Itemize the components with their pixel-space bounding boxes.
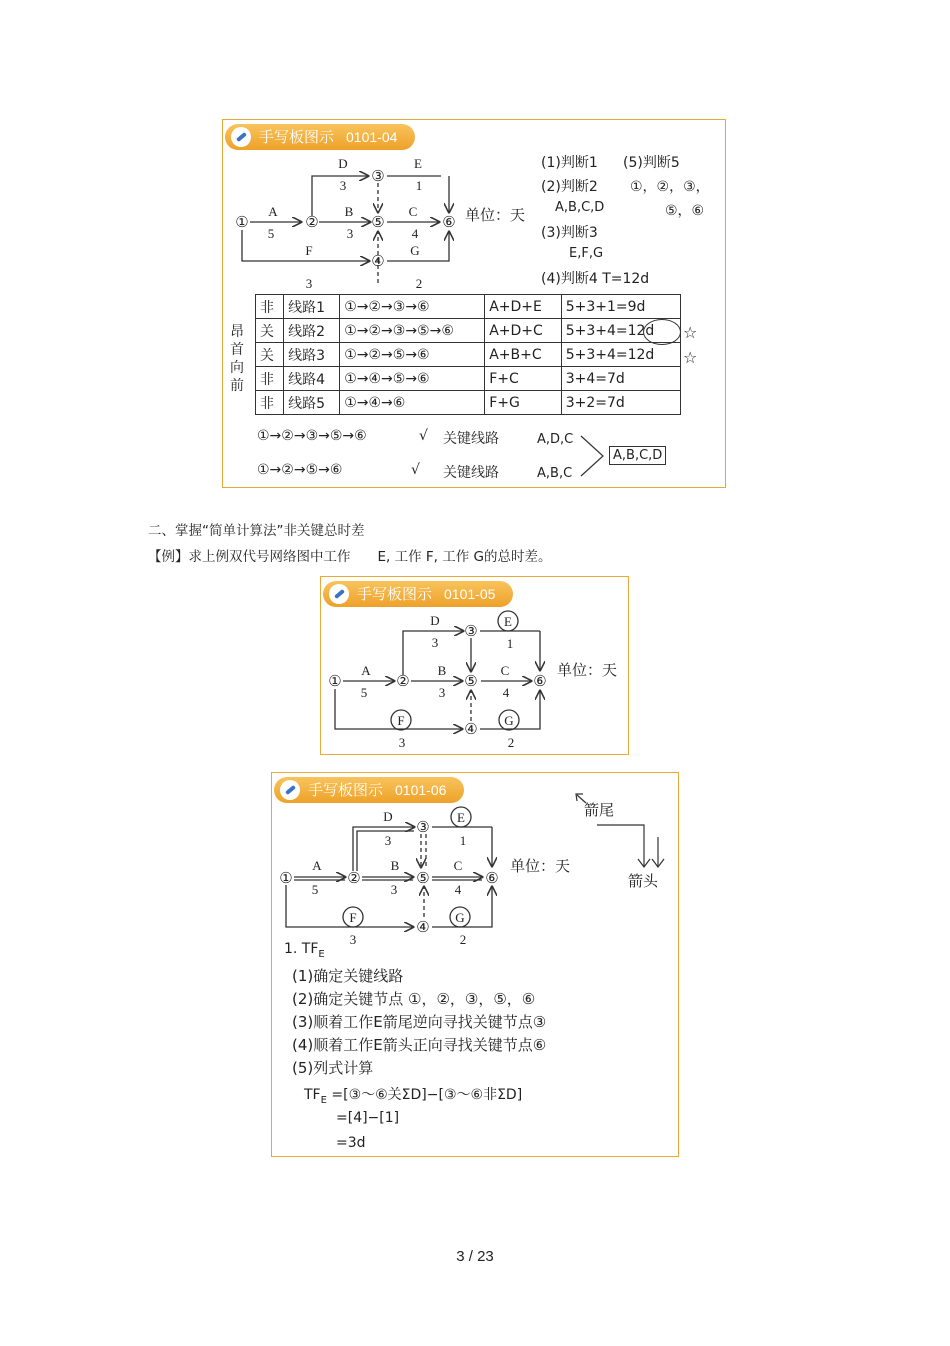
route-table xyxy=(255,294,681,415)
edge-duration: 3 xyxy=(384,833,392,848)
node-6: ⑥ xyxy=(485,871,499,887)
edge-duration: 3 xyxy=(438,685,446,700)
star-icon: ☆ xyxy=(683,323,698,342)
node-3: ③ xyxy=(464,624,478,640)
edge-duration: 3 xyxy=(390,882,398,897)
judgment-5: (5)判断5 xyxy=(623,155,680,171)
merge-bracket xyxy=(579,432,609,482)
works-union: A,B,C,D xyxy=(609,446,666,465)
figure-banner xyxy=(274,777,464,803)
edge-label: F xyxy=(305,243,313,258)
table-row xyxy=(256,343,681,367)
route-works: A+D+E xyxy=(485,295,561,319)
judgment-2-nodes-b: ⑤，⑥ xyxy=(665,203,705,219)
pen-icon xyxy=(329,584,349,604)
route-name: 线路2 xyxy=(284,319,340,343)
critical-label: 关键线路 xyxy=(443,465,499,481)
edge-duration: 5 xyxy=(360,685,368,700)
edge-label: C xyxy=(453,858,463,873)
highlight-circle xyxy=(643,319,681,345)
route-path: ①→②→③→⑥ xyxy=(340,295,485,319)
side-label-char: 向 xyxy=(230,360,244,376)
edge-label: C xyxy=(408,204,418,219)
network-diagram xyxy=(223,150,526,300)
judgment-4: (4)判断4 T=12d xyxy=(541,271,650,287)
route-name: 线路1 xyxy=(284,295,340,319)
network-diagram xyxy=(272,803,507,948)
edge-label-circled: F xyxy=(349,910,357,925)
node-2: ② xyxy=(305,215,319,231)
step-title-text: 1. TF xyxy=(284,941,319,957)
edge-label: D xyxy=(383,809,393,824)
node-1: ① xyxy=(279,871,293,887)
formula-line-2: =[4]−[1] xyxy=(336,1110,400,1126)
route-calc: 5+3+1=9d xyxy=(561,295,680,319)
judgment-3-works: E,F,G xyxy=(569,246,604,261)
route-calc: 3+2=7d xyxy=(561,391,680,415)
edge-duration: 2 xyxy=(415,276,423,291)
banner-code: 0101-06 xyxy=(395,782,447,798)
node-3: ③ xyxy=(371,169,385,185)
route-flag: 非 xyxy=(256,367,284,391)
check-mark: √ xyxy=(419,428,428,444)
route-calc: 5+3+4=12d xyxy=(561,343,680,367)
route-flag: 非 xyxy=(256,391,284,415)
example-text: 【例】求上例双代号网络图中工作 E, 工作 F, 工作 G的总时差。 xyxy=(148,549,552,565)
step-2: (2)确定关键节点 ①，②，③，⑤，⑥ xyxy=(292,990,536,1008)
edge-duration: 4 xyxy=(454,882,462,897)
edge-label-circled: G xyxy=(455,910,465,925)
edge-label: B xyxy=(344,204,354,219)
route-path: ①→④→⑥ xyxy=(340,391,485,415)
table-row xyxy=(256,391,681,415)
edge-label-circled: E xyxy=(457,810,465,825)
node-4: ④ xyxy=(371,254,385,270)
figure-banner xyxy=(225,124,415,150)
pen-icon xyxy=(231,127,251,147)
route-path: ①→④→⑤→⑥ xyxy=(340,367,485,391)
route-calc: 3+4=7d xyxy=(561,367,680,391)
node-4: ④ xyxy=(416,920,430,936)
banner-title: 手写板图示 xyxy=(308,781,384,799)
route-works: A+D+C xyxy=(485,319,561,343)
critical-label: 关键线路 xyxy=(443,431,499,447)
edge-duration: 2 xyxy=(507,735,515,750)
edge-label: B xyxy=(437,663,447,678)
route-path: ①→②→③→⑤→⑥ xyxy=(340,319,485,343)
page-number: 3 / 23 xyxy=(456,1248,494,1265)
tf-subscript: E xyxy=(320,1094,327,1106)
node-5: ⑤ xyxy=(371,215,385,231)
edge-label: D xyxy=(338,156,348,171)
edge-label: D xyxy=(430,613,440,628)
route-name: 线路5 xyxy=(284,391,340,415)
formula-tf: TF xyxy=(304,1087,321,1103)
section-heading: 二、掌握“简单计算法”非关键总时差 xyxy=(148,523,365,539)
critical-path-2: ①→②→⑤→⑥ xyxy=(257,462,343,478)
edge-duration: 4 xyxy=(502,685,510,700)
edge-duration: 3 xyxy=(398,735,406,750)
figure-panel-0101-04 xyxy=(222,119,726,488)
edge-duration: 2 xyxy=(459,932,467,947)
judgment-2: (2)判断2 xyxy=(541,179,598,195)
edge-label: A xyxy=(361,663,371,678)
edge-label-circled: G xyxy=(504,713,514,728)
edge-duration: 3 xyxy=(339,178,347,193)
edge-duration: 3 xyxy=(431,635,439,650)
network-diagram xyxy=(321,607,561,752)
unit-label: 单位：天 xyxy=(557,661,618,679)
route-name: 线路3 xyxy=(284,343,340,367)
route-works: F+G xyxy=(485,391,561,415)
side-label-char: 前 xyxy=(230,378,244,394)
edge-label: C xyxy=(500,663,510,678)
pen-icon xyxy=(280,780,300,800)
edge-duration: 1 xyxy=(506,636,514,651)
works-set-1: A,D,C xyxy=(537,432,574,447)
banner-title: 手写板图示 xyxy=(259,128,335,146)
route-flag: 关 xyxy=(256,319,284,343)
unit-label: 单位：天 xyxy=(465,206,526,224)
edge-duration: 5 xyxy=(311,882,319,897)
route-flag: 非 xyxy=(256,295,284,319)
critical-path-1: ①→②→③→⑤→⑥ xyxy=(257,428,367,444)
edge-label-circled: F xyxy=(397,713,405,728)
formula-line-1 xyxy=(304,1084,522,1106)
edge-label: A xyxy=(268,204,278,219)
banner-code: 0101-04 xyxy=(346,129,398,145)
route-calc: 5+3+4=12d xyxy=(561,319,680,343)
edge-duration: 1 xyxy=(415,178,423,193)
node-5: ⑤ xyxy=(416,871,430,887)
route-works: F+C xyxy=(485,367,561,391)
step-4: (4)顺着工作E箭头正向寻找关键节点⑥ xyxy=(292,1036,547,1054)
side-label-char: 首 xyxy=(230,342,244,358)
edge-label: B xyxy=(390,858,400,873)
star-icon: ☆ xyxy=(683,348,698,367)
banner-title: 手写板图示 xyxy=(357,585,433,603)
step-1: (1)确定关键线路 xyxy=(292,967,404,985)
edge-duration: 1 xyxy=(459,833,467,848)
judgment-1: (1)判断1 xyxy=(541,155,598,171)
route-path: ①→②→⑤→⑥ xyxy=(340,343,485,367)
edge-label: A xyxy=(312,858,322,873)
edge-duration: 3 xyxy=(305,276,313,291)
node-5: ⑤ xyxy=(464,674,478,690)
unit-label: 单位：天 xyxy=(510,857,571,875)
judgment-3: (3)判断3 xyxy=(541,225,598,241)
route-works: A+B+C xyxy=(485,343,561,367)
judgment-2-nodes: ①，②，③， xyxy=(630,179,710,195)
table-row xyxy=(256,367,681,391)
step-5: (5)列式计算 xyxy=(292,1059,374,1077)
tf-subscript: E xyxy=(318,948,325,960)
edge-duration: 3 xyxy=(349,932,357,947)
arrow-tail-label: 箭尾 xyxy=(584,801,615,819)
formula-expression: =[③～⑥关ΣD]−[③～⑥非ΣD] xyxy=(331,1087,523,1103)
route-name: 线路4 xyxy=(284,367,340,391)
formula-line-3: =3d xyxy=(336,1135,366,1151)
banner-code: 0101-05 xyxy=(444,586,496,602)
check-mark: √ xyxy=(411,462,420,478)
step-title xyxy=(284,941,325,960)
node-6: ⑥ xyxy=(533,674,547,690)
figure-panel-0101-06 xyxy=(271,772,679,1157)
edge-label: G xyxy=(410,243,420,258)
works-set-2: A,B,C xyxy=(537,466,573,481)
node-4: ④ xyxy=(464,722,478,738)
table-row xyxy=(256,319,681,343)
figure-panel-0101-05 xyxy=(320,576,629,755)
node-2: ② xyxy=(396,674,410,690)
edge-duration: 4 xyxy=(411,226,419,241)
route-flag: 关 xyxy=(256,343,284,367)
edge-duration: 5 xyxy=(267,226,275,241)
judgment-2-works: A,B,C,D xyxy=(555,200,605,215)
node-6: ⑥ xyxy=(442,215,456,231)
table-row xyxy=(256,295,681,319)
node-1: ① xyxy=(235,215,249,231)
node-2: ② xyxy=(347,871,361,887)
edge-label: E xyxy=(414,156,422,171)
arrow-head-label: 箭头 xyxy=(628,872,659,890)
figure-banner xyxy=(323,581,513,607)
side-label-char: 昂 xyxy=(230,324,244,340)
edge-duration: 3 xyxy=(346,226,354,241)
node-3: ③ xyxy=(416,820,430,836)
edge-label-circled: E xyxy=(504,614,512,629)
node-1: ① xyxy=(328,674,342,690)
step-3: (3)顺着工作E箭尾逆向寻找关键节点③ xyxy=(292,1013,547,1031)
